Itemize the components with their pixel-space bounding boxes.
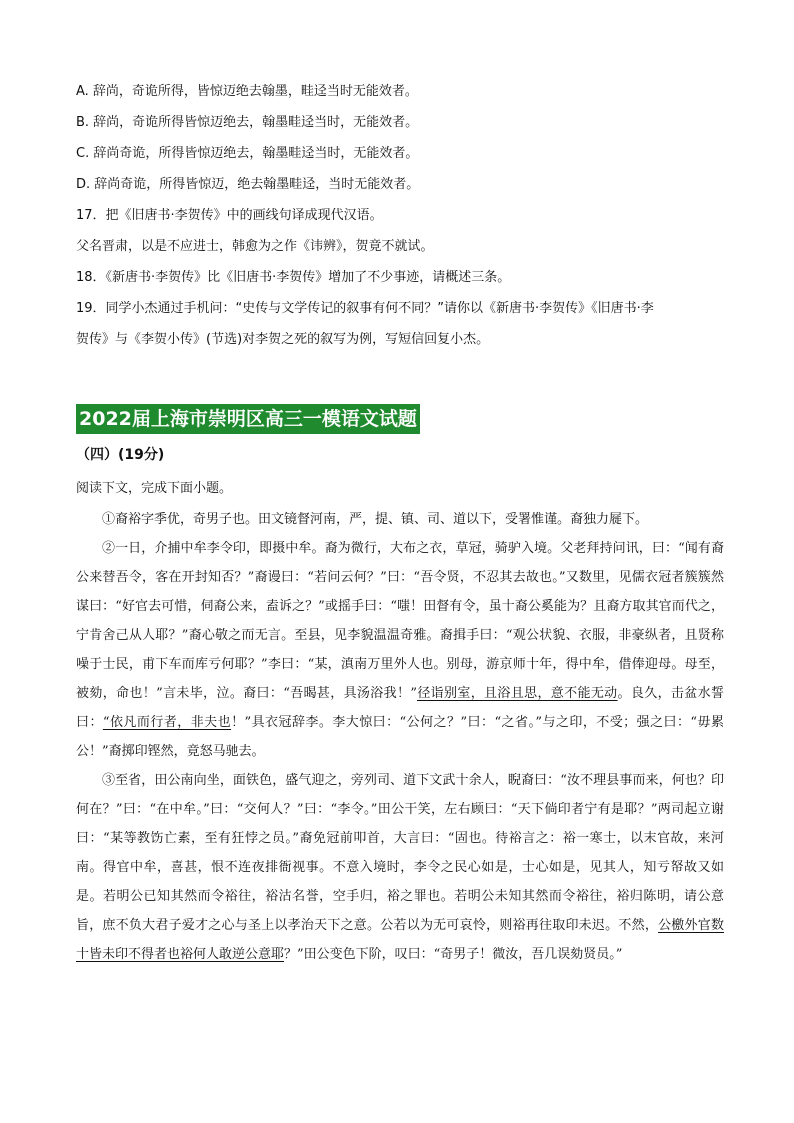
paragraph-1: ①裔裕字季优，奇男子也。田文镜督河南，严，提、镇、司、道以下，受署惟谨。裔独力屣下。 (102, 512, 649, 527)
classical-passage (76, 505, 724, 969)
question-17: 17．把《旧唐书·李贺传》中的画线句译成现代汉语。 (76, 208, 383, 223)
paragraph-3-text-a: ③至省，田公南向坐，面铁色，盛气迎之，旁列司、道下文武十余人，睨裔曰：“汝不理县事而来，何也？印何在？”曰：“在中牟。”曰：“交何人？”曰：“李令。”田公干笑，左右顾曰：“天下倘印者宁有是耶？”两司起立谢曰：“某等教饬亡素，至有狂悖之员。”裔免冠前叩首，大言曰：“固也。待裕言之：裕一寒士，以末官故，来河南。得官中牟，喜甚，恨不连夜排衙视事。不意入境时，李令之民心如是，士心如是，见其人，知亏帑故又如是。若明公已知其然而令裕往，裕沽名誉，空手归，裕之罪也。若明公未知其然而令裕往，裕归陈明，请公意旨，庶不负大君子爱才之心与圣上以孝治天下之意。公若以为无可哀怜，则裕再往取印未迟。不然， (76, 773, 724, 933)
question-17-sentence: 父名晋肃，以是不应进士，韩愈为之作《讳辨》，贺竟不就试。 (76, 239, 434, 254)
paragraph-2-text-b: 。良久，击盆水誓曰： (76, 686, 724, 730)
paragraph-2 (76, 534, 724, 766)
exam-title: 2022届上海市崇明区高三一模语文试题 (76, 404, 420, 434)
section-label: （四）(19分) (76, 447, 165, 463)
option-c: C. 辞尚奇诡，所得皆惊迈绝去，翰墨畦迳当时，无能效者。 (76, 146, 419, 161)
paragraph-2-text-c: ！”具衣冠辞李。李大惊曰：“公何之？”曰：“之省。”与之印，不受；强之曰：“毋累公！”裔掷印铿然，竟怒马驰去。 (76, 715, 724, 759)
option-a: A. 辞尚，奇诡所得，皆惊迈绝去翰墨，畦迳当时无能效者。 (76, 84, 418, 99)
option-b: B. 辞尚，奇诡所得皆惊迈绝去，翰墨畦迳当时，无能效者。 (76, 115, 419, 130)
underlined-sentence-1: 径诣别室，且浴且思，意不能无动 (416, 686, 618, 701)
question-19-line-2: 贺传》与《李贺小传》(节选)对李贺之死的叙写为例，写短信回复小杰。 (76, 332, 490, 347)
paragraph-3 (76, 766, 724, 969)
question-19-line-1: 19．同学小杰通过手机问：“史传与文学传记的叙事有何不同？”请你以《新唐书·李贺传》《旧唐书·李 (76, 301, 654, 316)
underlined-sentence-3: 公檄外官数十皆未印不得者也裕何人敢逆公意耶 (76, 918, 724, 962)
paragraph-2-text-a: ②一日，介捕中牟李令印，即摄中牟。裔为微行，大布之衣，草冠，骑驴入境。父老拜持问讯，曰：“闻有裔公来替吾令，客在开封知否？”裔谩曰：“若问云何？”曰：“吾令贤，不忍其去故也。”又数里，见儒衣冠者簇簇然谋曰：“好官去可惜，伺裔公来，盍诉之？”或摇手曰：“嗤！田督有令，虽十裔公奚能为？且裔方取其官而代之，宁肯舍己从人耶？”裔心敬之而无言。至县，见李貌温温奇雅。裔揖手曰：“观公状貌、衣服，非豪纵者，且贤称噪于士民，甫下车而库亏何耶？”李曰：“某，滇南万里外人也。别母，游京师十年，得中牟，借俸迎母。母至，被劾，命也！”言未毕，泣。裔曰：“吾暍甚，具汤浴我！” (76, 541, 724, 701)
reading-instruction: 阅读下文，完成下面小题。 (76, 481, 233, 496)
paragraph-3-text-b: ？”田公变色下阶，叹曰：“奇男子！微汝，吾几误劾贤员。” (284, 947, 623, 962)
underlined-sentence-2: “依凡而行者，非夫也 (102, 715, 232, 730)
option-d: D. 辞尚奇诡，所得皆惊迈，绝去翰墨畦迳，当时无能效者。 (76, 177, 420, 192)
question-18: 18．《新唐书·李贺传》比《旧唐书·李贺传》增加了不少事迹，请概述三条。 (76, 270, 511, 285)
